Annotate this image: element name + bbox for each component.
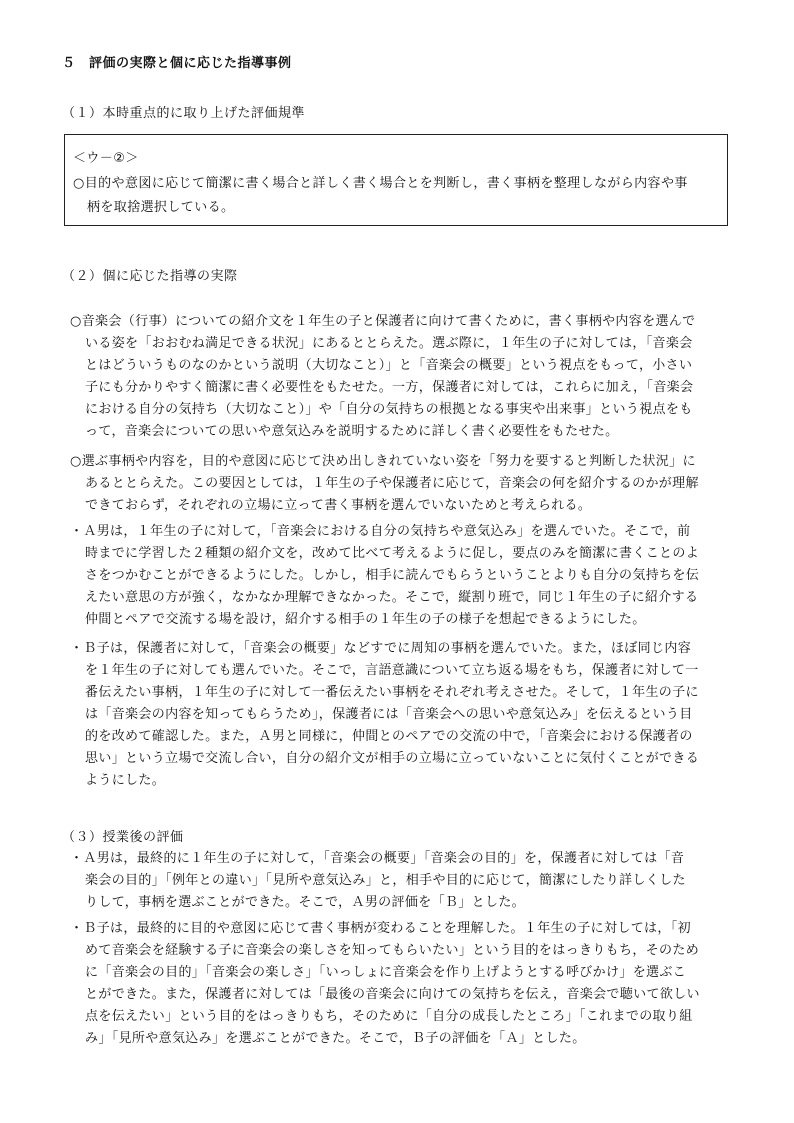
text-line: 楽会の目的」「例年との違い」「見所や意気込み」と，相手や目的に応じて，簡潔にしたり詳しくした (85, 873, 686, 888)
criteria-line: ○目的や意図に応じて簡潔に書く場合と詳しく書く場合とを判断し，書く事柄を整理しながら内容や事 (73, 176, 688, 191)
section2-title: （２）個に応じた指導の実際 (62, 269, 238, 284)
criteria-line: 柄を取捨選択している。 (87, 200, 235, 215)
text-line: ・Ｂ子は，最終的に目的や意図に応じて書く事柄が変わることを理解した。１年生の子に対しては，「初 (70, 921, 691, 936)
paragraph (70, 521, 740, 631)
text-line: を１年生の子に対しても選んでいた。そこで，言語意識について立ち返る場をもち，保護者に対して一 (85, 663, 699, 678)
text-line: って，音楽会についての思いや意気込みを説明するために詳しく書く必要性をもたせた。 (85, 424, 619, 439)
paragraph (70, 451, 740, 517)
text-line: 子にも分かりやすく簡潔に書く必要性をもたせた。一方，保護者に対しては，これらに加え，「音楽会 (85, 380, 694, 395)
text-line: 思い」という立場で交流し合い，自分の紹介文が相手の立場に立っていないことに気付くことができる (85, 751, 700, 766)
criteria-label: ＜ウ－②＞ (73, 151, 139, 166)
text-line: 点を伝えたい」という目的をはっきりもち，そのために「自分の成長したところ」「これまでの取り組 (85, 1009, 693, 1024)
text-line: えたい意思の方が強く，なかなか理解できなかった。そこで，縦割り班で，同じ１年生の子に紹介する (85, 590, 699, 605)
criteria-box (64, 134, 728, 226)
text-line: は「音楽会の内容を知ってもらうため」，保護者には「音楽会への思いや意気込み」を伝えるという目 (85, 707, 693, 722)
text-line: とはどういうものなのかという説明（大切なこと）」と「音楽会の概要」という視点をもって，小さい (85, 358, 693, 373)
text-line: 時までに学習した２種類の紹介文を，改めて比べて考えるように促し，要点のみを簡潔に書くことのよ (85, 546, 700, 561)
text-line: とができた。また，保護者に対しては「最後の音楽会に向けての気持ちを伝え，音楽会で聴いて欲しい (85, 987, 700, 1002)
text-line: めて音楽会を経験する子に音楽会の楽しさを知ってもらいたい」という目的をはっきりもち，そのため (85, 943, 700, 958)
text-line: できておらず，それぞれの立場に立って書く事柄を選んでいないためと考えられる。 (85, 498, 592, 513)
text-line: み」「見所や意気込み」を選ぶことができた。そこで，Ｂ子の評価を「Ａ」とした。 (85, 1031, 586, 1046)
text-line: あるととらえた。この要因としては，１年生の子や保護者に応じて，音楽会の何を紹介するのかが理解 (85, 476, 699, 491)
text-line: 的を改めて確認した。また，Ａ男と同様に，仲間とのペアでの交流の中で，「音楽会における保護者の (85, 729, 693, 744)
paragraph (70, 848, 740, 914)
text-line: ○音楽会（行事）についての紹介文を１年生の子と保護者に向けて書くために，書く事柄や内容を選んで (70, 314, 696, 329)
text-line: りして，事柄を選ぶことができた。そこで，Ａ男の評価を「Ｂ」とした。 (85, 895, 526, 910)
text-line: における自分の気持ち（大切なこと）」や「自分の気持ちの根拠となる事実や出来事」という視点をも (85, 402, 693, 417)
paragraph (70, 638, 740, 792)
paragraph (70, 918, 740, 1050)
section3-title: （３）授業後の評価 (62, 830, 184, 845)
paragraph (70, 311, 740, 443)
text-line: ・Ｂ子は，保護者に対して，「音楽会の概要」などすでに周知の事柄を選んでいた。また，ほぼ同じ内容 (70, 641, 692, 656)
text-line: 番伝えたい事柄，１年生の子に対して一番伝えたい事柄をそれぞれ考えさせた。そして，１年生の子に (85, 685, 699, 700)
text-line: ようにした。 (85, 773, 166, 788)
text-line: いる姿を「おおむね満足できる状況」にあるととらえた。選ぶ際に，１年生の子に対しては，「音楽会 (85, 336, 693, 351)
section1-title: （１）本時重点的に取り上げた評価規準 (62, 106, 306, 121)
text-line: 仲間とペアで交流する場を設け，紹介する相手の１年生の子の様子を想起できるようにした。 (85, 612, 646, 627)
section-heading: ５ 評価の実際と個に応じた指導事例 (62, 56, 292, 71)
text-line: ○選ぶ事柄や内容を，目的や意図に応じて決め出しきれていない姿を「努力を要すると判断した状況」に (70, 454, 696, 469)
text-line: さをつかむことができるようにした。しかし，相手に読んでもらうということよりも自分の気持ちを伝 (85, 568, 700, 583)
text-line: ・Ａ男は，１年生の子に対して，「音楽会における自分の気持ちや意気込み」を選んでいた。そこで，前 (70, 524, 691, 539)
text-line: に「音楽会の目的」「音楽会の楽しさ」「いっしょに音楽会を作り上げようとする呼びかけ」を選ぶこ (85, 965, 687, 980)
text-line: ・Ａ男は，最終的に１年生の子に対して，「音楽会の概要」「音楽会の目的」を，保護者に対しては「音 (70, 851, 685, 866)
